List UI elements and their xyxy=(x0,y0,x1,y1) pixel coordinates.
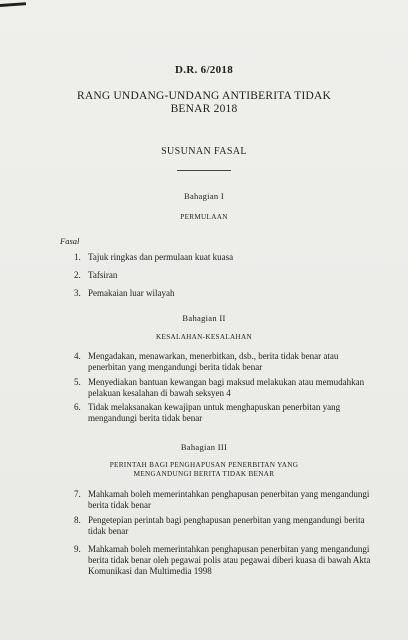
item-text: Pengetepian perintah bagi penghapusan penerbitan yang mengandungi berita tidak benar xyxy=(88,515,365,536)
item-text: Mahkamah boleh memerintahkan penghapusan penerbitan yang mengandungi berita tidak benar xyxy=(88,489,370,510)
list-item xyxy=(74,288,376,299)
item-text: Menyediakan bantuan kewangan bagi maksud melakukan atau memudahkan pelakuan kesalahan di bawah seksyen 4 xyxy=(88,377,365,398)
item-number: 9. xyxy=(74,544,81,554)
part-heading-1: Bahagian I xyxy=(183,191,225,201)
item-text: Mengadakan, menawarkan, menerbitkan, dsb., berita tidak benar atau penerbitan yang mengandungi berita tidak benar xyxy=(88,351,339,372)
list-item xyxy=(74,377,376,399)
list-item xyxy=(74,252,376,263)
part-name-3-line-1: PERINTAH BAGI PENGHAPUSAN PENERBITAN YANG xyxy=(109,461,299,469)
item-text: Tajuk ringkas dan permulaan kuat kuasa xyxy=(88,252,234,262)
part-name-2: KESALAHAN-KESALAHAN xyxy=(156,333,252,341)
item-number: 2. xyxy=(74,270,81,280)
item-number: 1. xyxy=(74,252,81,262)
list-item xyxy=(74,515,376,537)
item-number: 3. xyxy=(74,288,81,298)
part-heading-2: Bahagian II xyxy=(182,313,226,323)
list-item xyxy=(74,270,376,281)
list-item xyxy=(74,489,376,511)
list-item xyxy=(74,402,376,424)
part-name-1: PERMULAAN xyxy=(180,213,228,221)
heading-rule xyxy=(177,170,231,171)
document-title xyxy=(0,90,408,116)
item-number: 4. xyxy=(74,351,81,361)
document-number: D.R. 6/2018 xyxy=(175,64,233,76)
item-number: 7. xyxy=(74,489,81,499)
fasal-label: Fasal xyxy=(60,236,80,246)
title-line-2: BENAR 2018 xyxy=(170,103,238,115)
corner-ink-mark xyxy=(0,2,26,7)
part-heading-3: Bahagian III xyxy=(180,442,228,452)
item-text: Pemakaian luar wilayah xyxy=(88,288,175,298)
list-item xyxy=(74,544,376,577)
item-text: Tidak melaksanakan kewajipan untuk menghapuskan penerbitan yang mengandungi berita tidak benar xyxy=(88,402,341,423)
part-name-3 xyxy=(0,461,408,479)
part-name-3-line-2: MENGANDUNGI BERITA TIDAK BENAR xyxy=(133,470,275,478)
section-heading: SUSUNAN FASAL xyxy=(161,146,247,157)
item-text: Tafsiran xyxy=(88,270,118,280)
title-line-1: RANG UNDANG-UNDANG ANTIBERITA TIDAK xyxy=(76,90,332,102)
list-item xyxy=(74,351,376,373)
item-number: 5. xyxy=(74,377,81,387)
item-text: Mahkamah boleh memerintahkan penghapusan penerbitan yang mengandungi berita tidak benar oleh pegawai polis atau pegawai diberi kuasa di bawah Akta Komunikasi dan Multimedia 1998 xyxy=(88,544,371,576)
item-number: 8. xyxy=(74,515,81,525)
item-number: 6. xyxy=(74,402,81,412)
